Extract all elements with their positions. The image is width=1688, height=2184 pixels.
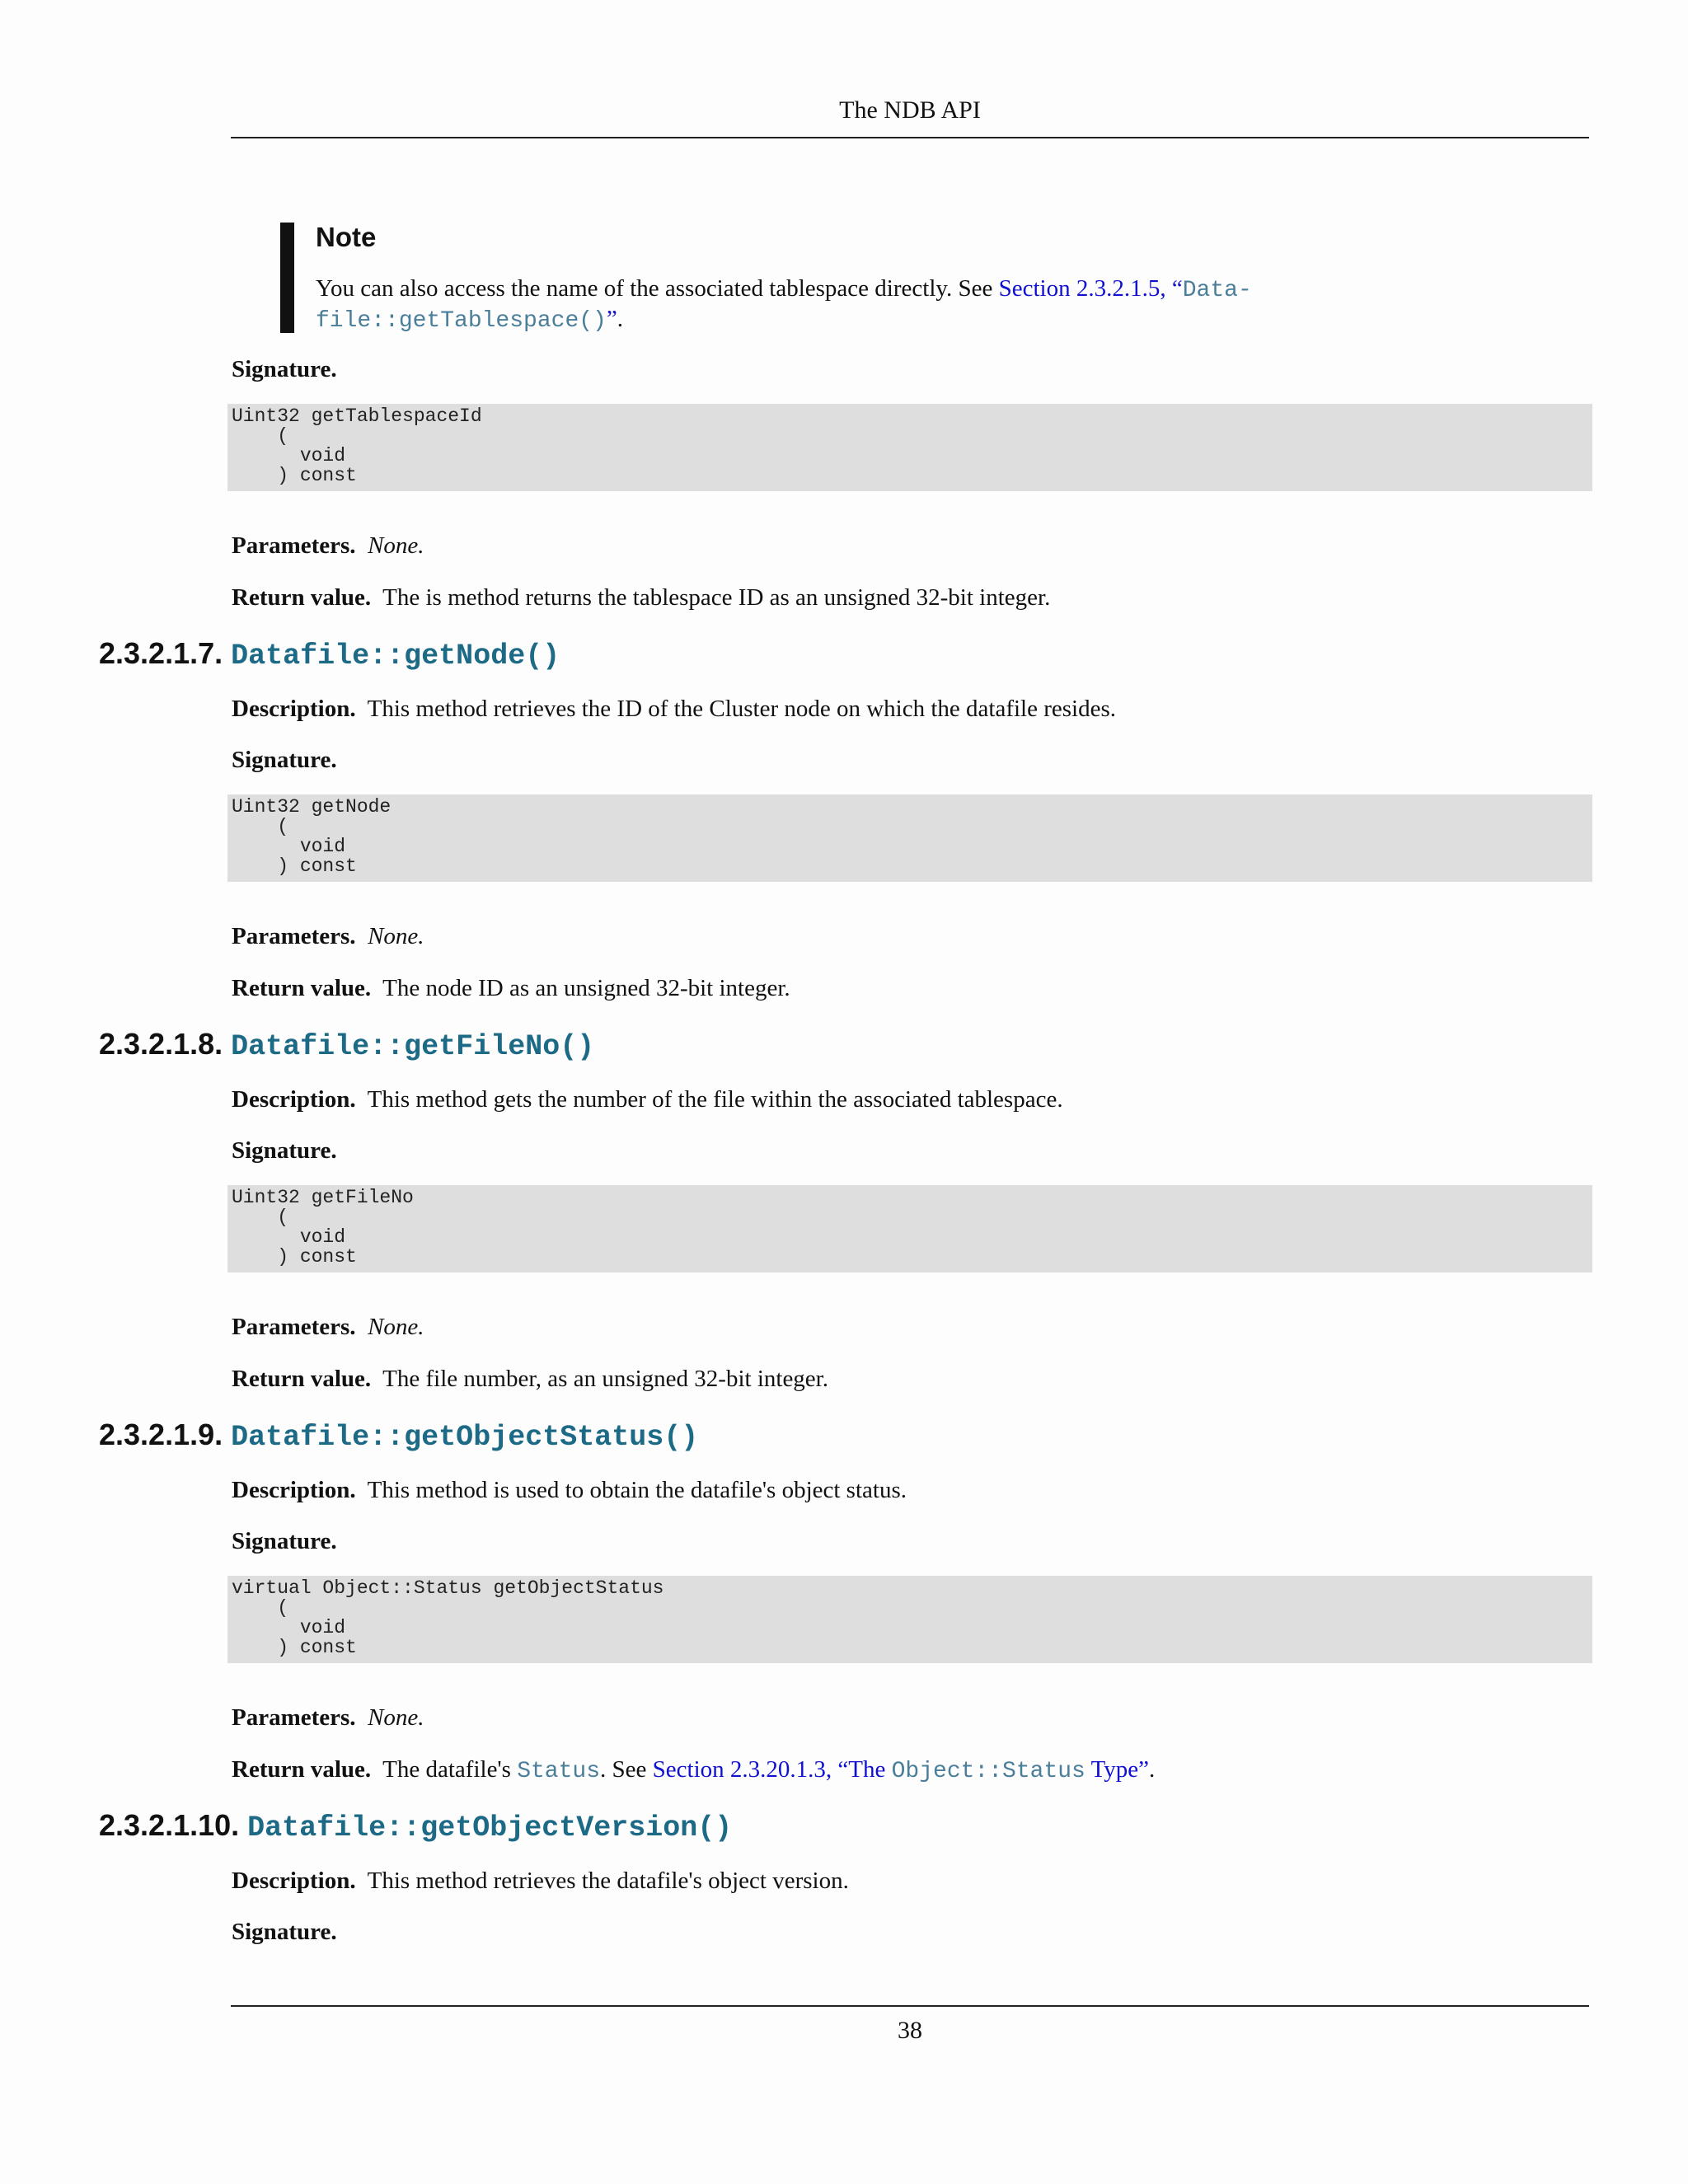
parameters-line: Parameters. None. bbox=[232, 532, 424, 559]
footer-rule bbox=[231, 2005, 1589, 2007]
signature-label: Signature. bbox=[232, 1137, 337, 1164]
note-link-code-2: file::getTablespace() bbox=[316, 308, 607, 334]
section-title: Datafile::getNode() bbox=[231, 640, 560, 673]
section-heading bbox=[99, 1417, 698, 1455]
parameters-line: Parameters. None. bbox=[232, 1704, 424, 1731]
running-header: The NDB API bbox=[839, 96, 981, 124]
code-block: virtual Object::Status getObjectStatus ( void ) const bbox=[227, 1576, 1592, 1663]
note-title: Note bbox=[316, 222, 377, 252]
signature-label: Signature. bbox=[232, 1919, 337, 1945]
note-link-close: ” bbox=[606, 306, 617, 332]
note-text-prefix: You can also access the name of the associated tablespace directly. See bbox=[316, 275, 999, 302]
section-heading bbox=[99, 635, 560, 674]
signature-label: Signature. bbox=[232, 1528, 337, 1554]
object-status-section-link[interactable]: Section 2.3.20.1.3, “The Object::Status Type” bbox=[652, 1756, 1150, 1784]
signature-label: Signature. bbox=[232, 747, 337, 773]
code-block: Uint32 getTablespaceId ( void ) const bbox=[227, 404, 1592, 491]
note-link-code-1: Data- bbox=[1182, 278, 1252, 303]
section-number: 2.3.2.1.10. bbox=[99, 1808, 240, 1842]
section-number: 2.3.2.1.7. bbox=[99, 636, 223, 670]
section-heading bbox=[99, 1807, 732, 1846]
section-number: 2.3.2.1.9. bbox=[99, 1418, 223, 1451]
parameters-line: Parameters. None. bbox=[232, 1314, 424, 1340]
section-title: Datafile::getObjectVersion() bbox=[247, 1811, 733, 1844]
note-text-suffix: . bbox=[617, 306, 623, 332]
description-line: Description. This method retrieves the ID of the Cluster node on which the datafile resides. bbox=[232, 696, 1117, 722]
page-number: 38 bbox=[898, 2017, 922, 2044]
section-title: Datafile::getFileNo() bbox=[231, 1030, 595, 1063]
section-title: Datafile::getObjectStatus() bbox=[231, 1421, 699, 1454]
return-value-line: Return value. The file number, as an unsigned 32-bit integer. bbox=[232, 1366, 828, 1392]
description-line: Description. This method gets the number of the file within the associated tablespace. bbox=[232, 1086, 1063, 1113]
description-line: Description. This method is used to obtain the datafile's object status. bbox=[232, 1477, 907, 1503]
note-bar bbox=[280, 223, 294, 333]
return-value-line: Return value. The node ID as an unsigned 32-bit integer. bbox=[232, 975, 790, 1001]
return-value-line: Return value. The is method returns the tablespace ID as an unsigned 32-bit integer. bbox=[232, 584, 1051, 611]
code-block: Uint32 getFileNo ( void ) const bbox=[227, 1185, 1592, 1272]
status-code: Status bbox=[517, 1759, 601, 1784]
section-heading bbox=[99, 1026, 594, 1065]
header-rule bbox=[231, 137, 1589, 138]
code-block: Uint32 getNode ( void ) const bbox=[227, 794, 1592, 882]
section-number: 2.3.2.1.8. bbox=[99, 1027, 223, 1061]
parameters-line: Parameters. None. bbox=[232, 923, 424, 949]
description-line: Description. This method retrieves the datafile's object version. bbox=[232, 1868, 849, 1894]
signature-label: Signature. bbox=[232, 356, 337, 382]
return-value-line: Return value. The datafile's Status. See Section 2.3.20.1.3, “The Object::Status Type”. bbox=[232, 1756, 1156, 1784]
note-link-text: Section 2.3.2.1.5, “ bbox=[998, 275, 1183, 302]
note-text bbox=[316, 274, 1305, 335]
